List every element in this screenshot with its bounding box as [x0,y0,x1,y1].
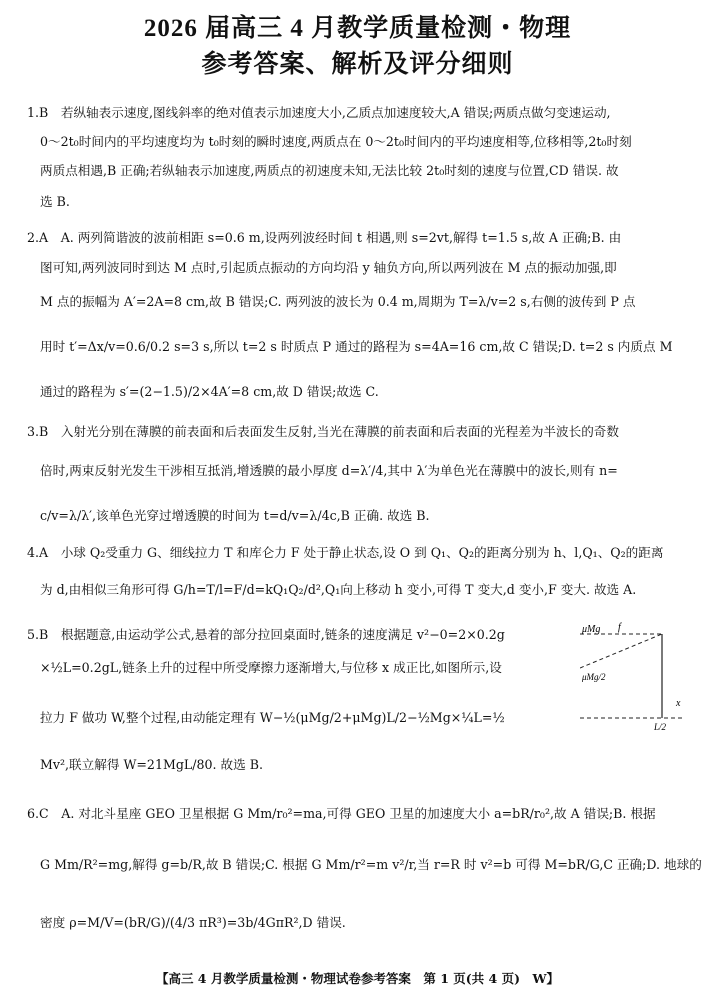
label-mumg: μMg [582,624,601,635]
page-title: 2026 届高三 4 月教学质量检测・物理 [143,15,572,42]
label-x: x [676,698,681,709]
friction-force-graph [580,622,685,732]
label-l2: L/2 [654,722,667,732]
friction-line [580,634,662,668]
page-footer: 【高三 4 月教学质量检测・物理试卷参考答案 第 1 页(共 4 页) W】 [155,971,560,986]
label-half-mumg: μMg/2 [582,672,606,682]
label-f: f [618,622,621,633]
page-subtitle: 参考答案、解析及评分细则 [201,51,514,78]
